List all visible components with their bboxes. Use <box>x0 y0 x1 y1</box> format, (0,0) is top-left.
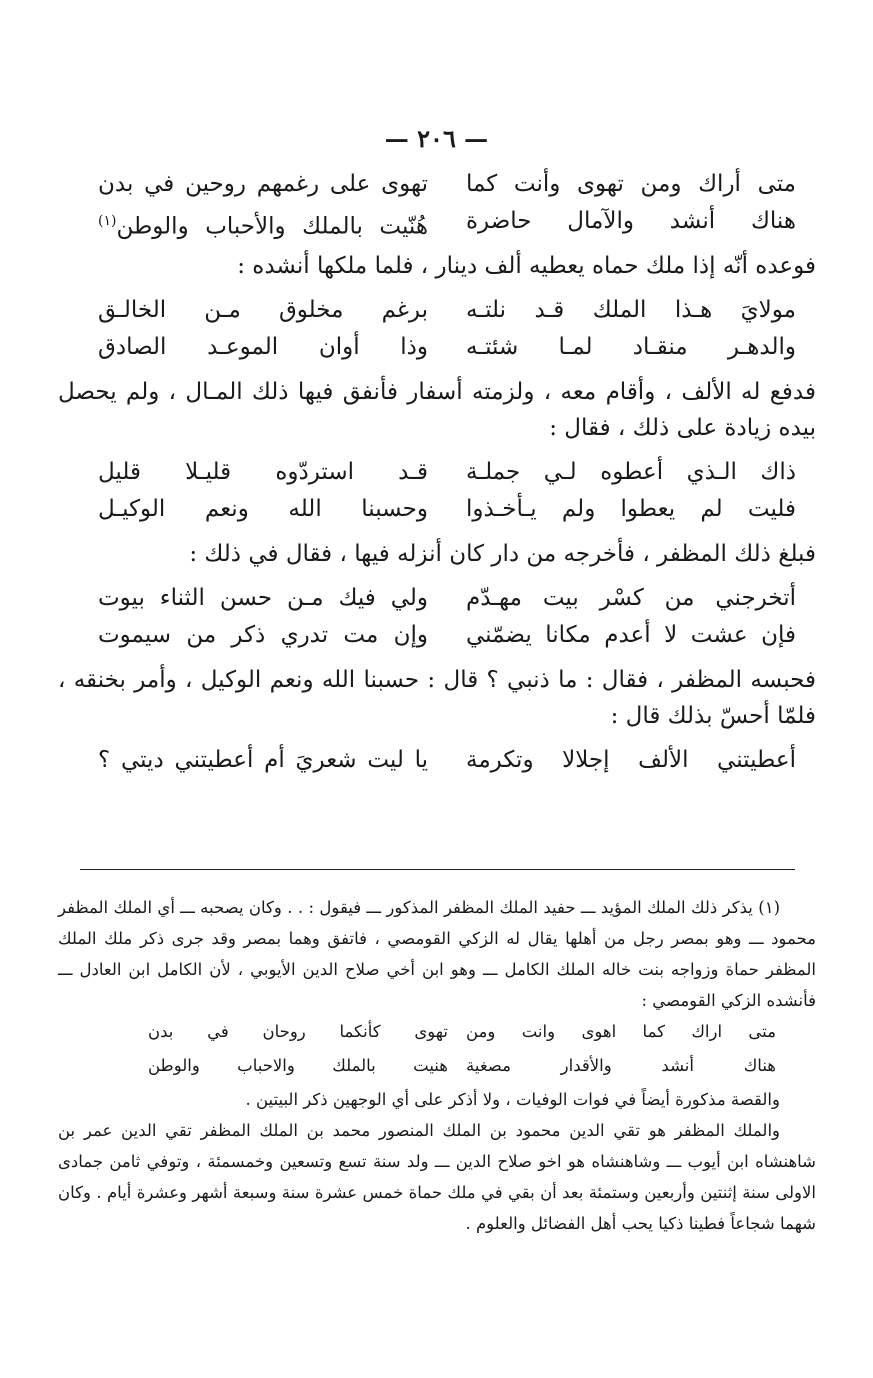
verse-line <box>58 166 816 203</box>
verse-hemistich-first: ذاك الـذي أعطوه لـي جملـة <box>466 459 796 485</box>
verse-line <box>58 580 816 617</box>
verse-hemistich-first: أتخرجني من كسْر بيت مهـدّم <box>466 585 796 611</box>
verse-line <box>58 292 816 329</box>
prose-paragraph-4: فحبسه المظفر ، فقال : ما ذنبي ؟ قال : حسبنا الله ونعم الوكيل ، وأمر بخنقه ، فلمّا أحسّ بذلك قال : <box>58 667 816 729</box>
verse-group-4 <box>58 580 816 654</box>
prose-paragraph-3: فبلغ ذلك المظفر ، فأخرجه من دار كان أنزله فيها ، فقال في ذلك : <box>189 541 816 567</box>
verse-line <box>58 491 816 528</box>
verse-hemistich-first: مولايَ هـذا الملك قـد نلتـه <box>466 297 796 323</box>
verse-hemistich-first: فليت لم يعطوا ولم يـأخـذوا <box>466 496 796 522</box>
verse-hemistich-first: هناك أنشد والأقدار مصغية <box>466 1056 776 1075</box>
verse-line <box>58 203 816 240</box>
verse-line <box>58 329 816 366</box>
footnote-paragraph-2: والقصة مذكورة أيضاً في فوات الوفيات ، ولا أذكر على أي الوجهين ذكر البيتين . <box>245 1090 780 1109</box>
verse-hemistich-first: هناك أنشد والآمال حاضرة <box>466 208 796 234</box>
verse-hemistich-second: ولي فيك مـن حسن الثناء بيوت <box>98 585 428 611</box>
verse-hemistich-second: قـد استردّوه قليـلا قليل <box>98 459 428 485</box>
footnote-divider <box>80 869 795 870</box>
verse-hemistich-first: والدهـر منقـاد لمـا شئتـه <box>466 334 796 360</box>
footnote-marker: (١) <box>98 213 117 229</box>
footnote-paragraph-1: (١) يذكر ذلك الملك المؤيد ـــ حفيد الملك المظفر المذكور ـــ فيقول : . . وكان يصحبه ـــ أي الملك المظفر محمود ـــ وهو بمصر رجل من أهلها يقال له الزكي القومصي ، فاتفق وهما بمصر وقد جرى ذكر ملك الملك المظفر حماة وزواجه بنت خاله الملك الكامل ـــ وهو ابن أخي صلاح الدين الأيوبي ، لأن الكامل ابن العادل ـــ فأنشده الزكي القومصي : <box>58 898 816 1010</box>
verse-hemistich-second: وحسبنا الله ونعم الوكيـل <box>98 496 428 522</box>
footnote-paragraph-3: والملك المظفر هو تقي الدين محمود بن الملك المنصور محمد بن الملك المظفر تقي الدين عمر بن شاهنشاه ابن أيوب ـــ وشاهنشاه هو اخو صلاح الدين ـــ ولد سنة تسع وتسعين وخمسمئة ، وتوفي ثامن جمادى الاولى سنة إثنتين وأربعين وستمئة بعد أن بقي في ملك حماة خمس عشرة سنة وسبعة أشهر وعشرة أيام . وكان شهما شجاعاً فطينا ذكيا يحب أهل الفضائل والعلوم . <box>58 1121 816 1233</box>
verse-hemistich-second: وذا أوان الموعـد الصادق <box>98 334 428 360</box>
footnotes <box>58 892 816 1239</box>
verse-hemistich-second: تهوى كأنكما روحان في بدن <box>148 1022 448 1041</box>
verse-hemistich-second: برغم مخلوق مـن الخالـق <box>98 297 428 323</box>
prose-paragraph-1: فوعده أنّه إذا ملك حماه يعطيه ألف دينار ، فلما ملكها أنشده : <box>237 253 816 279</box>
main-text <box>58 166 816 779</box>
page-number: — ٢٠٦ — <box>384 124 489 153</box>
verse-group-5 <box>58 742 816 779</box>
verse-hemistich-second: يا ليت شعريَ أم أعطيتني ديتي ؟ <box>98 747 428 773</box>
verse-line <box>58 617 816 654</box>
verse-hemistich-second: تهوى على رغمهم روحين في بدن <box>98 171 428 197</box>
footnote-verse-line <box>58 1016 816 1050</box>
verse-line <box>58 454 816 491</box>
verse-hemistich-first: متى أراك ومن تهوى وأنت كما <box>466 171 796 197</box>
verse-hemistich-second <box>98 203 428 246</box>
verse-group-1 <box>58 166 816 240</box>
verse-hemistich-first: متى اراك كما اهوى وانت ومن <box>466 1022 776 1041</box>
verse-line <box>58 742 816 779</box>
verse-hemistich-second: هنيت بالملك والاحباب والوطن <box>148 1056 448 1075</box>
prose-paragraph-2: فدفع له الألف ، وأقام معه ، ولزمته أسفار فأنفق فيها ذلك المـال ، ولم يحصل بيده زيادة على ذلك ، فقال : <box>58 379 816 441</box>
verse-group-3 <box>58 454 816 528</box>
verse-hemistich-second-text: هُنّيت بالملك والأحباب والوطن <box>116 213 428 240</box>
verse-hemistich-first: فإن عشت لا أعدم مكانا يضمّني <box>466 622 796 648</box>
verse-hemistich-second: وإن مت تدري ذكر من سيموت <box>98 622 428 648</box>
verse-group-2 <box>58 292 816 366</box>
verse-hemistich-first: أعطيتني الألف إجلالا وتكرمة <box>466 747 796 773</box>
footnote-verse-line <box>58 1050 816 1084</box>
